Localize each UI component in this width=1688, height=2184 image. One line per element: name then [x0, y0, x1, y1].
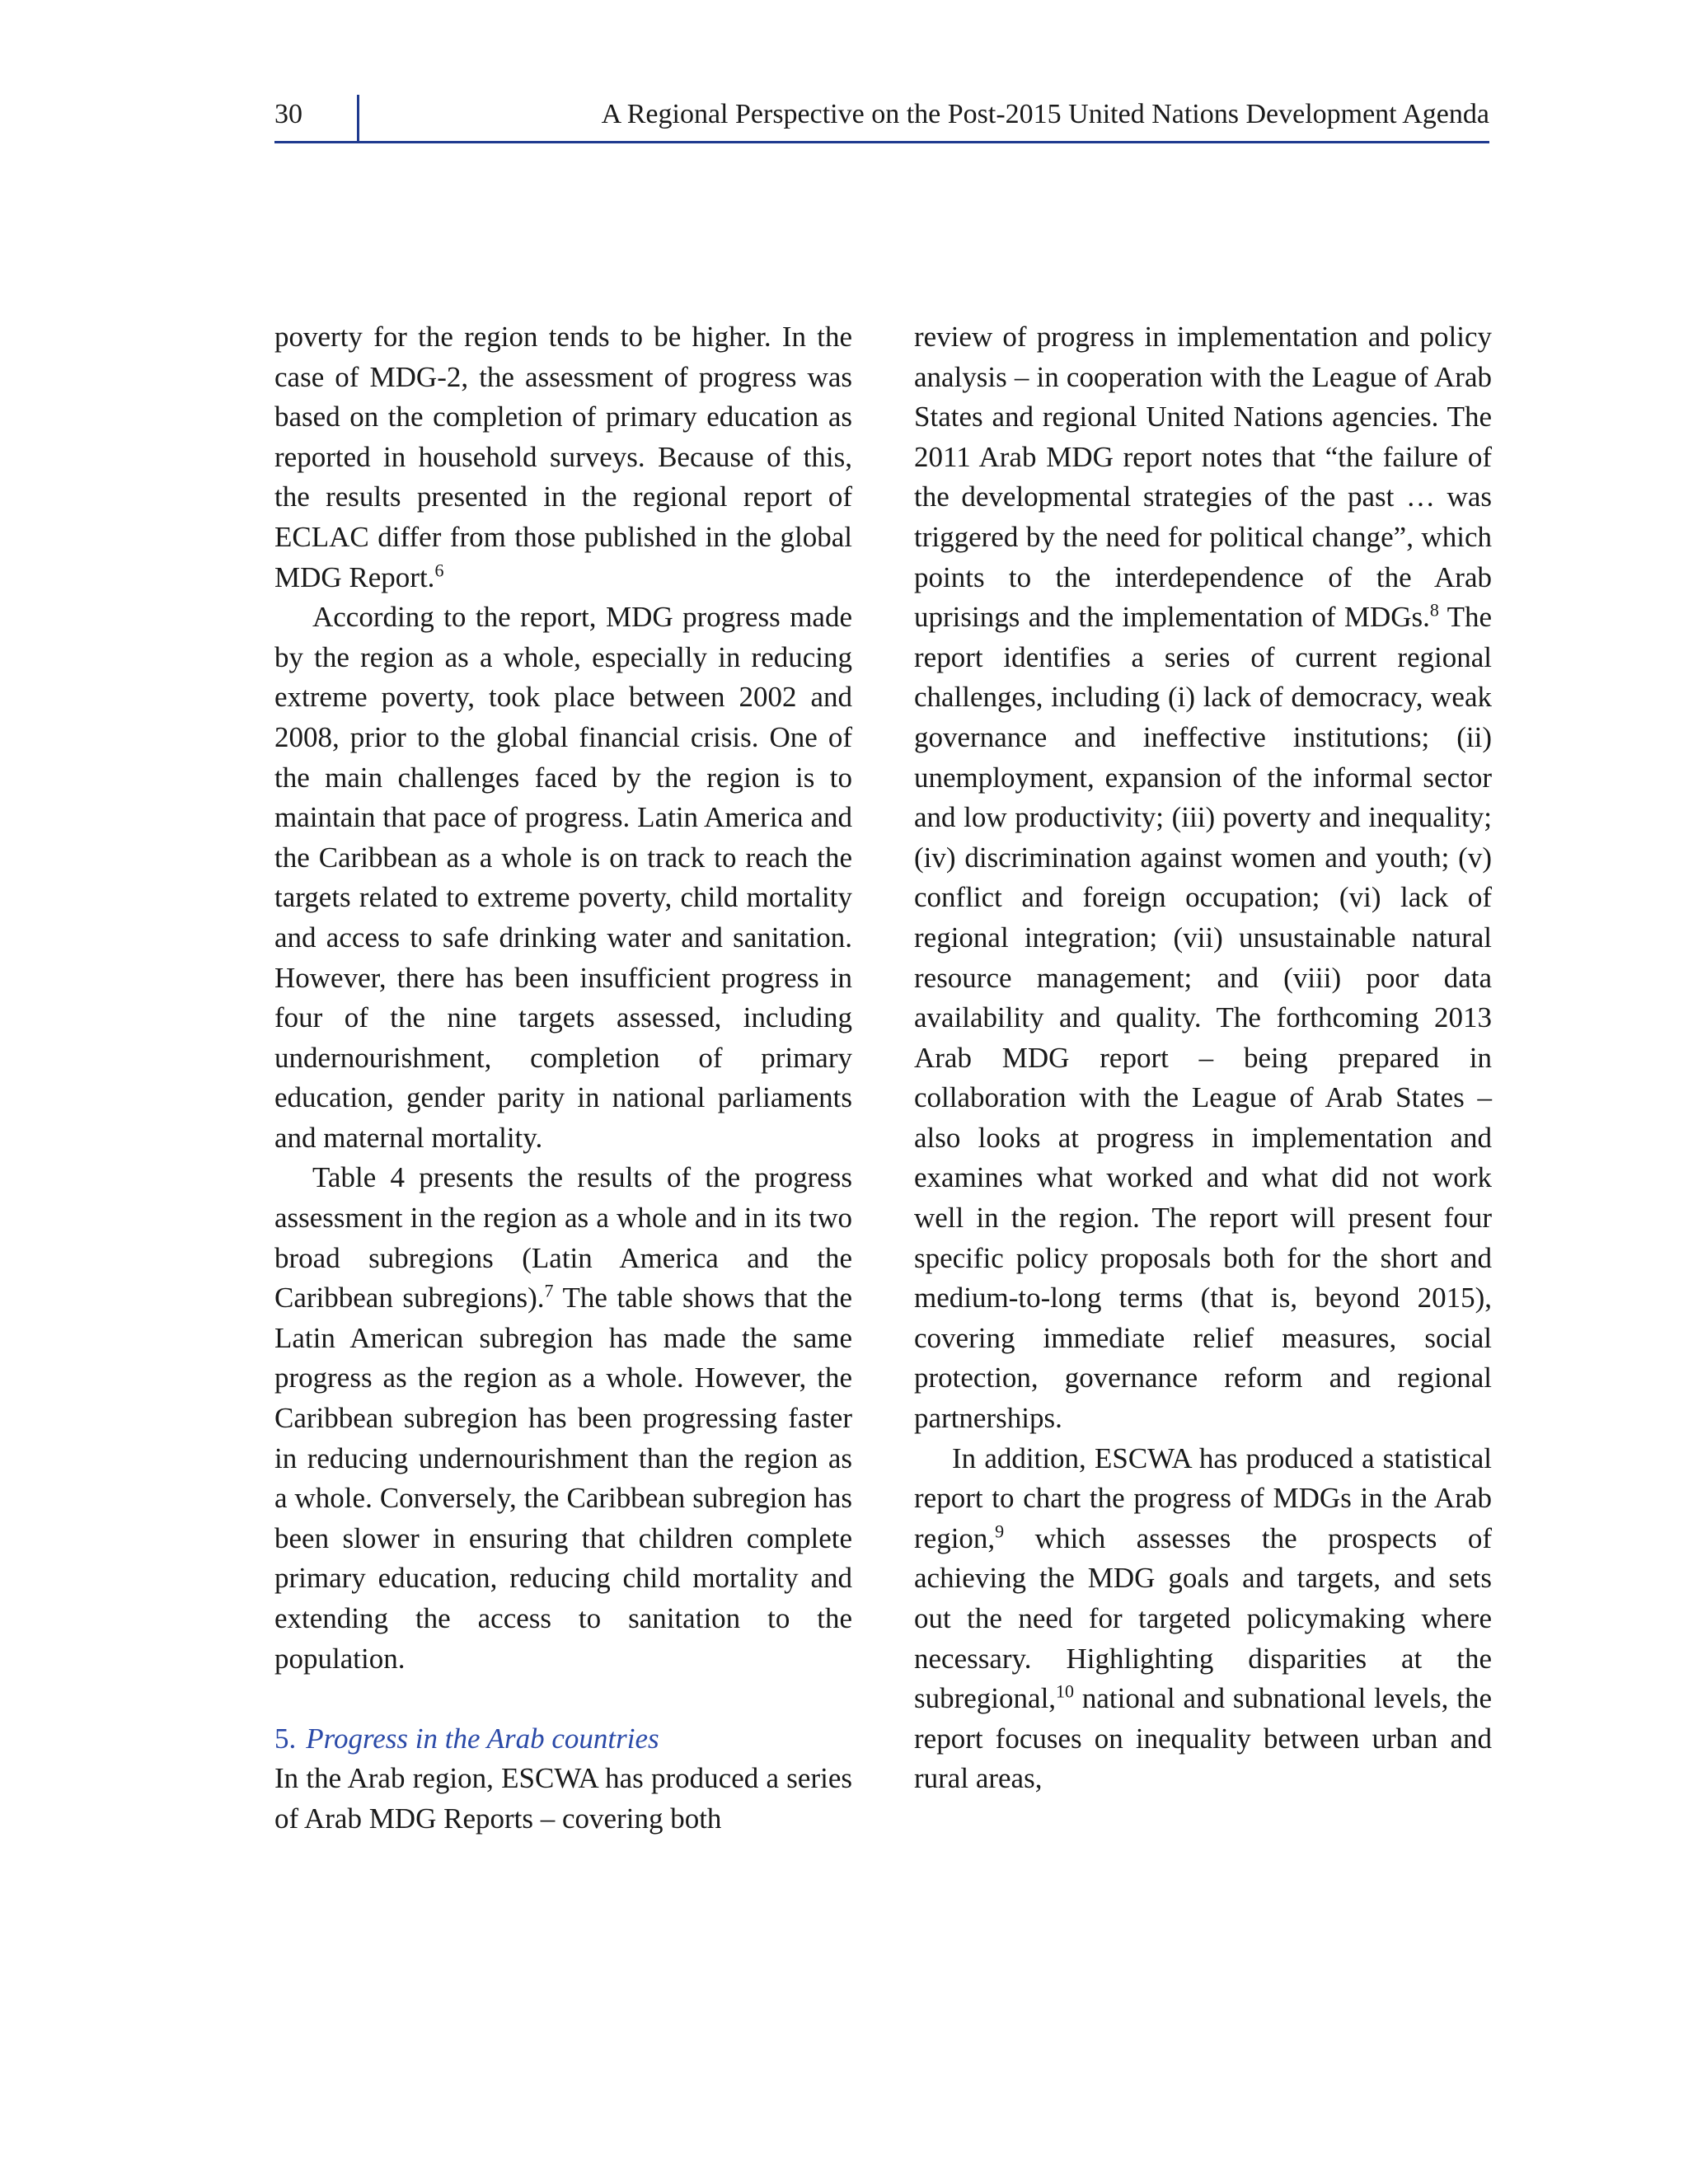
- footnote-ref[interactable]: 10: [1056, 1680, 1075, 1702]
- left-column: [274, 317, 852, 1840]
- page-number: 30: [274, 99, 302, 129]
- paragraph-text: The report identifies a series of current regional challenges, including (i) lack of democracy, weak governance and ineffective institutions; (ii) unemployment, expansion of the informal sector and low productivity; (iii) poverty and inequality; (iv) discrimination against women and youth; (v) conflict and foreign occupation; (vi) lack of regional integration; (vii) unsustainable natural resource management; and (viii) poor data availability and quality. The forthcoming 2013 Arab MDG report – being prepared in collaboration with the League of Arab States – also looks at progress in implementation and examines what worked and what did not work well in the region. The report will present four specific policy proposals both for the short and medium-to-long terms (that is, beyond 2015), covering immediate relief measures, social protection, governance reform and regional partnerships.: [914, 601, 1492, 1435]
- paragraph-text: poverty for the region tends to be higher. In the case of MDG-2, the assessment of progress was based on the completion of primary education as reported in household surveys. Because of this, the results presented in the regional report of ECLAC differ from those published in the global MDG Report.: [274, 321, 852, 593]
- section-title: Progress in the Arab countries: [306, 1722, 659, 1755]
- paragraph-text: In addition, ESCWA has produced a statistical report to chart the progress of MDGs in the Arab region,: [914, 1441, 1492, 1554]
- footnote-ref[interactable]: 9: [995, 1521, 1005, 1542]
- header-divider: [357, 95, 359, 141]
- section-heading: [274, 1719, 852, 1760]
- paragraph: [914, 1439, 1492, 1799]
- footnote-ref[interactable]: 6: [434, 559, 444, 580]
- paragraph-text: The table shows that the Latin American subregion has made the same progress as the region as a whole. However, the Caribbean subregion has been progressing faster in reducing undernourishment than the region as a whole. Conversely, the Caribbean subregion has been slower in ensuring that children complete primary education, reducing child mortality and extending the access to sanitation to the population.: [274, 1282, 852, 1675]
- running-title: A Regional Perspective on the Post-2015 United Nations Development Agenda: [601, 99, 1489, 129]
- paragraph-text: Table 4 presents the results of the progress assessment in the region as a whole and in its two broad subregions (Latin America and the Caribbean subregions).: [274, 1161, 852, 1315]
- right-column: [914, 317, 1492, 1799]
- footnote-ref[interactable]: 8: [1429, 599, 1439, 621]
- paragraph-text: In the Arab region, ESCWA has produced a series of Arab MDG Reports – covering both: [274, 1762, 852, 1835]
- page-header: [274, 95, 1489, 143]
- paragraph: [274, 598, 852, 1158]
- paragraph: [914, 317, 1492, 1439]
- paragraph-text: national and subnational levels, the report focuses on inequality between urban and rural areas,: [914, 1682, 1492, 1795]
- section-number: 5.: [274, 1722, 297, 1755]
- paragraph-text: According to the report, MDG progress made by the region as a whole, especially in reducing extreme poverty, took place between 2002 and 2008, prior to the global financial crisis. One of the main challenges faced by the region is to maintain that pace of progress. Latin America and the Caribbean as a whole is on track to reach the targets related to extreme poverty, child mortality and access to safe drinking water and sanitation. However, there has been insufficient progress in four of the nine targets assessed, including undernourishment, completion of primary education, gender parity in national parliaments and maternal mortality.: [274, 601, 852, 1154]
- footnote-ref[interactable]: 7: [544, 1280, 554, 1301]
- paragraph: [274, 317, 852, 598]
- paragraph: [274, 1759, 852, 1839]
- paragraph-text: review of progress in implementation and policy analysis – in cooperation with the League of Arab States and regional United Nations agencies. The 2011 Arab MDG report notes that “the failure of the developmental strategies of the past … was triggered by the need for political change”, which points to the interdependence of the Arab uprisings and the implementation of MDGs.: [914, 321, 1492, 634]
- paragraph-text: which assesses the prospects of achieving the MDG goals and targets, and sets out the need for targeted policymaking where necessary. Highlighting disparities at the subregional,: [914, 1521, 1492, 1715]
- paragraph: [274, 1158, 852, 1679]
